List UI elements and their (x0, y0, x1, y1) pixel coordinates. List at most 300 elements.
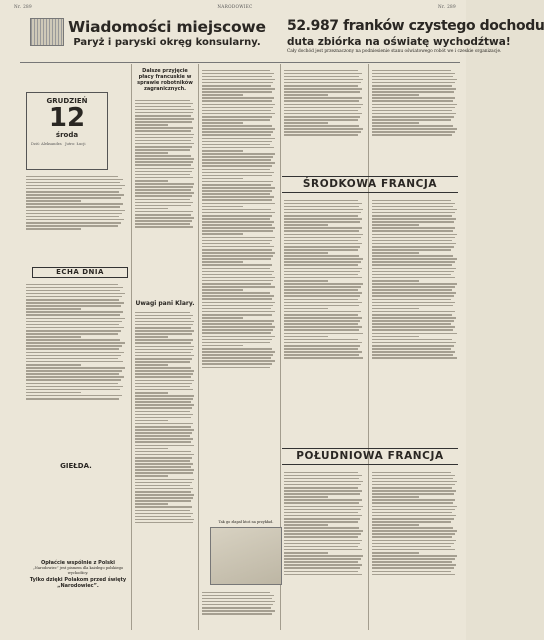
text-line (284, 472, 358, 474)
text-line (202, 70, 270, 72)
text-line (202, 592, 270, 594)
text-line (202, 240, 272, 242)
text-line (372, 348, 451, 350)
text-line (202, 320, 274, 322)
banner-subtitle: Paryż i paryski okręg konsularny. (73, 37, 261, 48)
column-divider (368, 64, 369, 630)
text-line (372, 311, 455, 313)
text-line (284, 134, 358, 136)
text-line (284, 323, 358, 325)
text-line (202, 367, 270, 369)
text-line (202, 283, 271, 285)
text-line (372, 299, 451, 301)
text-line (202, 119, 270, 121)
text-line (284, 209, 363, 211)
text-line (372, 79, 457, 81)
text-line (284, 348, 358, 350)
text-line (135, 109, 194, 111)
text-line (284, 524, 328, 526)
text-line (202, 215, 272, 217)
text-line (135, 513, 193, 515)
text-line (284, 100, 359, 102)
text-line (135, 395, 194, 397)
text-line (202, 131, 273, 133)
text-line (284, 490, 362, 492)
text-line (135, 124, 168, 126)
text-line (202, 292, 270, 294)
text-line (202, 332, 271, 334)
text-line (202, 339, 272, 341)
text-line (135, 199, 190, 201)
column-1-text-top (26, 174, 126, 258)
text-line (202, 252, 275, 254)
text-line (372, 336, 419, 338)
text-line (202, 141, 272, 143)
local-news-banner (62, 18, 272, 62)
text-line (284, 258, 363, 260)
text-line (372, 292, 456, 294)
text-line (202, 184, 271, 186)
text-line (135, 146, 192, 148)
text-line (135, 214, 191, 216)
text-line (26, 364, 81, 366)
text-line (372, 506, 457, 508)
text-line (202, 277, 275, 279)
text-line (26, 210, 125, 212)
text-line (202, 289, 243, 291)
text-line (372, 97, 455, 99)
text-line (202, 212, 275, 214)
text-line (135, 161, 193, 163)
text-line (372, 107, 455, 109)
text-line (372, 323, 451, 325)
text-line (284, 502, 359, 504)
text-line (26, 318, 125, 320)
text-line (135, 121, 192, 123)
text-line (202, 97, 274, 99)
text-line (284, 227, 362, 229)
text-line (202, 610, 275, 612)
text-line (135, 438, 193, 440)
text-line (372, 221, 454, 223)
text-line (135, 106, 191, 108)
text-line (135, 137, 193, 139)
text-line (284, 342, 362, 344)
text-line (372, 333, 457, 335)
text-line (135, 463, 193, 465)
text-line (284, 128, 363, 130)
text-line (284, 499, 362, 501)
illustration-image (210, 527, 282, 585)
text-line (135, 497, 193, 499)
text-line (284, 320, 360, 322)
text-line (202, 134, 271, 136)
text-line (202, 286, 275, 288)
text-line (135, 364, 168, 366)
text-line (202, 169, 270, 171)
text-line (26, 194, 124, 196)
text-line (202, 329, 273, 331)
text-line (284, 252, 328, 254)
column-4-text-mid (284, 198, 364, 438)
text-line (284, 493, 360, 495)
text-line (202, 360, 275, 362)
text-line (284, 131, 361, 133)
text-line (202, 227, 275, 229)
text-line (372, 240, 452, 242)
text-line (284, 481, 363, 483)
text-line (372, 100, 453, 102)
text-line (372, 555, 457, 557)
text-line (202, 82, 273, 84)
text-line (372, 249, 451, 251)
text-line (284, 518, 360, 520)
text-line (135, 451, 191, 453)
text-line (135, 475, 168, 477)
text-line (26, 358, 118, 360)
text-line (284, 289, 358, 291)
text-line (284, 203, 362, 205)
text-line (284, 317, 362, 319)
text-line (372, 227, 455, 229)
text-line (284, 299, 358, 301)
text-line (284, 119, 358, 121)
text-line (26, 203, 123, 205)
text-line (135, 376, 191, 378)
text-line (202, 175, 272, 177)
text-line (202, 348, 272, 350)
text-line (135, 516, 191, 518)
text-line (202, 79, 275, 81)
text-line (372, 484, 455, 486)
text-line (202, 595, 274, 597)
text-line (135, 115, 191, 117)
text-line (202, 314, 272, 316)
text-line (372, 268, 456, 270)
text-line (26, 185, 125, 187)
text-line (284, 345, 360, 347)
footer-ad (28, 560, 128, 626)
text-line (284, 113, 362, 115)
text-line (372, 85, 452, 87)
text-line (135, 183, 194, 185)
text-line (135, 180, 168, 182)
text-line (202, 156, 273, 158)
text-line (26, 379, 121, 381)
text-line (284, 354, 359, 356)
text-line (284, 302, 362, 304)
text-line (284, 308, 328, 310)
text-line (135, 315, 193, 317)
text-line (284, 305, 359, 307)
text-line (372, 76, 453, 78)
text-line (135, 330, 194, 332)
text-line (135, 217, 194, 219)
text-line (372, 237, 455, 239)
text-line (135, 226, 193, 228)
text-line (135, 211, 193, 213)
text-line (135, 482, 192, 484)
text-line (135, 494, 194, 496)
text-line (284, 224, 328, 226)
text-line (284, 357, 363, 359)
text-line (372, 351, 455, 353)
text-line (284, 261, 361, 263)
text-line (202, 274, 272, 276)
calendar-weekday: środa (55, 131, 79, 139)
text-line (202, 311, 275, 313)
text-line (372, 339, 452, 341)
text-line (284, 230, 359, 232)
text-line (372, 289, 452, 291)
text-line (372, 530, 457, 532)
text-line (202, 345, 243, 347)
text-line (202, 326, 275, 328)
text-line (372, 558, 455, 560)
text-line (284, 506, 363, 508)
text-line (372, 481, 457, 483)
text-line (372, 552, 419, 554)
text-line (135, 339, 193, 341)
text-line (135, 500, 191, 502)
text-line (135, 457, 192, 459)
text-line (372, 280, 419, 282)
text-line (135, 361, 190, 363)
text-line (26, 216, 119, 218)
text-line (284, 274, 358, 276)
headline-note: Cały dochód jest przeznaczony na podniesienie stanu oświatowego robót we i czeskie organizacje. (287, 49, 502, 54)
text-line (135, 414, 193, 416)
text-line (26, 355, 121, 357)
text-line (135, 223, 190, 225)
text-line (202, 363, 272, 365)
text-line (135, 177, 193, 179)
text-line (284, 543, 360, 545)
text-line (284, 218, 362, 220)
text-line (202, 113, 275, 115)
text-line (135, 220, 192, 222)
text-line (372, 561, 452, 563)
text-line (202, 268, 270, 270)
text-line (135, 202, 193, 204)
text-line (135, 342, 191, 344)
text-line (26, 197, 121, 199)
text-line (284, 116, 360, 118)
text-line (135, 171, 192, 173)
section-gielda: GIEŁDA. (60, 462, 92, 470)
text-line (135, 441, 191, 443)
text-line (284, 82, 361, 84)
text-line (202, 209, 271, 211)
column-divider (131, 64, 132, 630)
text-line (372, 271, 454, 273)
text-line (372, 234, 457, 236)
text-line (135, 152, 168, 154)
text-line (372, 571, 451, 573)
text-line (135, 155, 191, 157)
text-line (26, 219, 124, 221)
text-line (26, 389, 120, 391)
text-line (372, 564, 456, 566)
text-line (135, 168, 194, 170)
text-line (135, 143, 194, 145)
text-line (372, 499, 455, 501)
text-line (26, 296, 122, 298)
text-line (135, 352, 191, 354)
text-line (202, 601, 275, 603)
text-line (284, 339, 358, 341)
text-line (284, 212, 361, 214)
section-echa-dnia: ECHA DNIA (32, 267, 128, 278)
text-line (372, 128, 457, 130)
text-line (284, 110, 358, 112)
text-line (135, 189, 191, 191)
text-line (26, 213, 122, 215)
text-line (135, 358, 192, 360)
headline-title: 52.987 franków czystego dochodu (287, 18, 544, 34)
text-line (372, 261, 455, 263)
text-line (26, 287, 123, 289)
text-line (202, 76, 272, 78)
column-5-text-bottom (372, 470, 458, 630)
text-line (202, 100, 272, 102)
text-line (202, 323, 272, 325)
column-divider (198, 64, 199, 630)
text-line (26, 361, 123, 363)
text-line (284, 295, 360, 297)
text-line (26, 299, 119, 301)
text-line (26, 345, 122, 347)
text-line (135, 127, 193, 129)
text-line (284, 530, 363, 532)
text-line (202, 302, 275, 304)
text-line (26, 348, 119, 350)
text-line (372, 515, 456, 517)
text-line (284, 564, 362, 566)
top-line (14, 4, 456, 14)
text-line (372, 224, 419, 226)
text-line (135, 426, 191, 428)
text-line (135, 318, 191, 320)
text-line (284, 76, 359, 78)
text-line (202, 295, 274, 297)
text-line (202, 147, 274, 149)
text-line (135, 103, 193, 105)
text-line (26, 352, 124, 354)
text-line (135, 164, 191, 166)
text-line (202, 237, 275, 239)
text-line (202, 233, 243, 235)
text-line (26, 395, 122, 397)
column-3-text-bottom (202, 590, 276, 630)
text-line (135, 469, 194, 471)
text-line (202, 199, 272, 201)
text-line (372, 215, 452, 217)
text-line (372, 546, 451, 548)
dalsze-heading: Dalsze przyjęcie płacy francuskie w sprawie robotników zagranicznych. (137, 68, 193, 92)
text-line (26, 342, 125, 344)
paper-name: NARODOWIEC (217, 4, 253, 9)
column-1-text-mid (26, 282, 126, 458)
text-line (284, 85, 358, 87)
text-line (372, 82, 455, 84)
text-line (202, 230, 273, 232)
text-line (284, 125, 359, 127)
text-line (284, 237, 361, 239)
text-line (284, 79, 363, 81)
column-3-text (202, 68, 276, 518)
text-line (135, 445, 194, 447)
text-line (284, 552, 328, 554)
text-line (26, 373, 119, 375)
text-line (135, 411, 190, 413)
text-line (202, 255, 273, 257)
text-line (372, 308, 419, 310)
text-line (135, 466, 191, 468)
text-line (202, 206, 243, 208)
text-line (135, 383, 192, 385)
text-line (26, 321, 122, 323)
text-line (284, 286, 361, 288)
text-line (372, 574, 455, 576)
text-line (135, 386, 190, 388)
text-line (284, 311, 361, 313)
text-line (372, 131, 455, 133)
text-line (372, 91, 454, 93)
text-line (135, 333, 192, 335)
text-line (202, 190, 272, 192)
text-line (372, 252, 419, 254)
text-line (372, 200, 451, 202)
text-line (372, 230, 453, 232)
figure-caption: Tak go złapał ktoś na przykład. (218, 520, 274, 524)
text-line (372, 243, 456, 245)
text-line (135, 404, 194, 406)
text-line (202, 187, 275, 189)
text-line (284, 326, 362, 328)
text-line (26, 386, 123, 388)
text-line (372, 354, 453, 356)
text-line (135, 429, 194, 431)
text-line (135, 192, 194, 194)
text-line (284, 496, 328, 498)
text-line (372, 496, 419, 498)
footer-ad-line-2: „Narodowiec” jest pismem dla każdego polskiego wychodźcy. (32, 566, 124, 575)
text-line (135, 522, 193, 524)
text-line (284, 329, 359, 331)
text-line (135, 118, 194, 120)
text-line (372, 110, 452, 112)
text-line (284, 70, 358, 72)
text-line (372, 472, 451, 474)
text-line (202, 224, 272, 226)
text-line (372, 518, 454, 520)
text-line (284, 264, 358, 266)
text-line (202, 317, 243, 319)
text-line (284, 546, 358, 548)
text-line (284, 475, 362, 477)
text-line (284, 487, 358, 489)
text-line (135, 324, 193, 326)
text-line (202, 246, 274, 248)
text-line (372, 524, 419, 526)
text-line (135, 134, 194, 136)
text-line (202, 193, 270, 195)
text-line (372, 203, 455, 205)
text-line (135, 130, 191, 132)
text-line (135, 112, 193, 114)
text-line (135, 488, 193, 490)
